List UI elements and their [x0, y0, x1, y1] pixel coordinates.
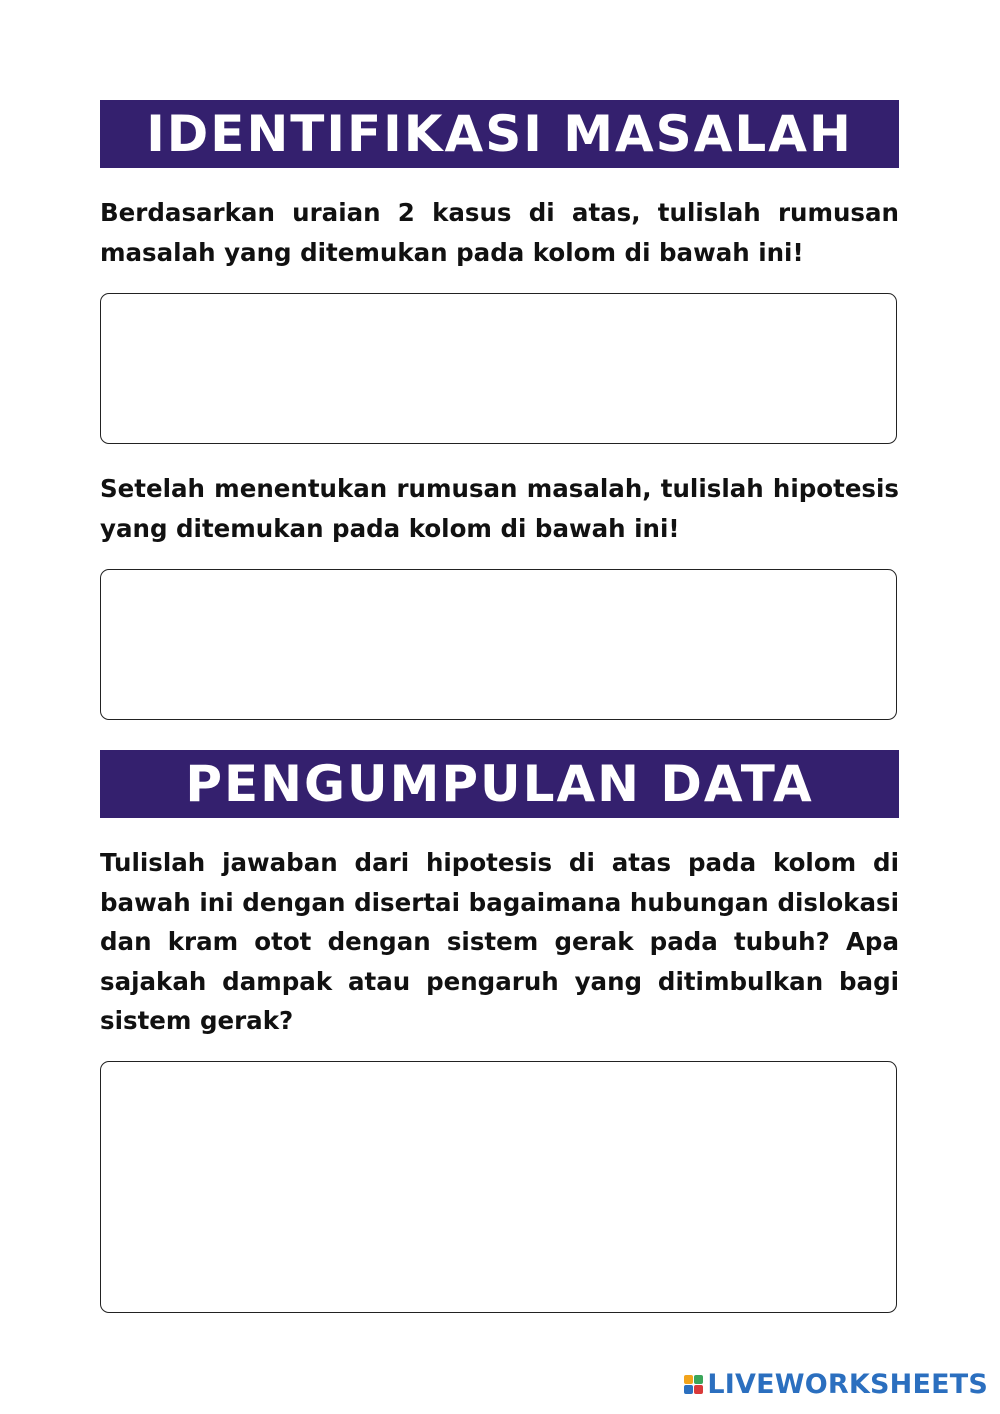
- instruction-hipotesis: Setelah menentukan rumusan masalah, tulislah hipotesis yang ditemukan pada kolom di bawah ini!: [100, 474, 899, 543]
- logo-text: LIVEWORKSHEETS: [707, 1369, 988, 1400]
- logo-square: [684, 1385, 693, 1394]
- section-banner-identifikasi-masalah: [100, 100, 899, 168]
- logo-square: [694, 1385, 703, 1394]
- instruction-rumusan-masalah: Berdasarkan uraian 2 kasus di atas, tulislah rumusan masalah yang ditemukan pada kolom di bawah ini!: [100, 198, 899, 267]
- section-title: IDENTIFIKASI MASALAH: [146, 105, 853, 163]
- logo-square: [684, 1375, 693, 1384]
- section-banner-pengumpulan-data: [100, 750, 899, 818]
- answer-box-jawaban[interactable]: [100, 1061, 897, 1313]
- section-title: PENGUMPULAN DATA: [185, 755, 814, 813]
- liveworksheets-logo: [684, 1369, 988, 1400]
- instruction-pengumpulan-data: Tulislah jawaban dari hipotesis di atas pada kolom di bawah ini dengan disertai bagaimana hubungan dislokasi dan kram otot dengan sistem gerak pada tubuh? Apa sajakah dampak atau pengaruh yang ditimbulkan bagi sistem gerak?: [100, 848, 899, 1035]
- liveworksheets-logo-icon: [684, 1375, 703, 1394]
- answer-box-hipotesis[interactable]: [100, 569, 897, 720]
- answer-box-rumusan-masalah[interactable]: [100, 293, 897, 444]
- logo-square: [694, 1375, 703, 1384]
